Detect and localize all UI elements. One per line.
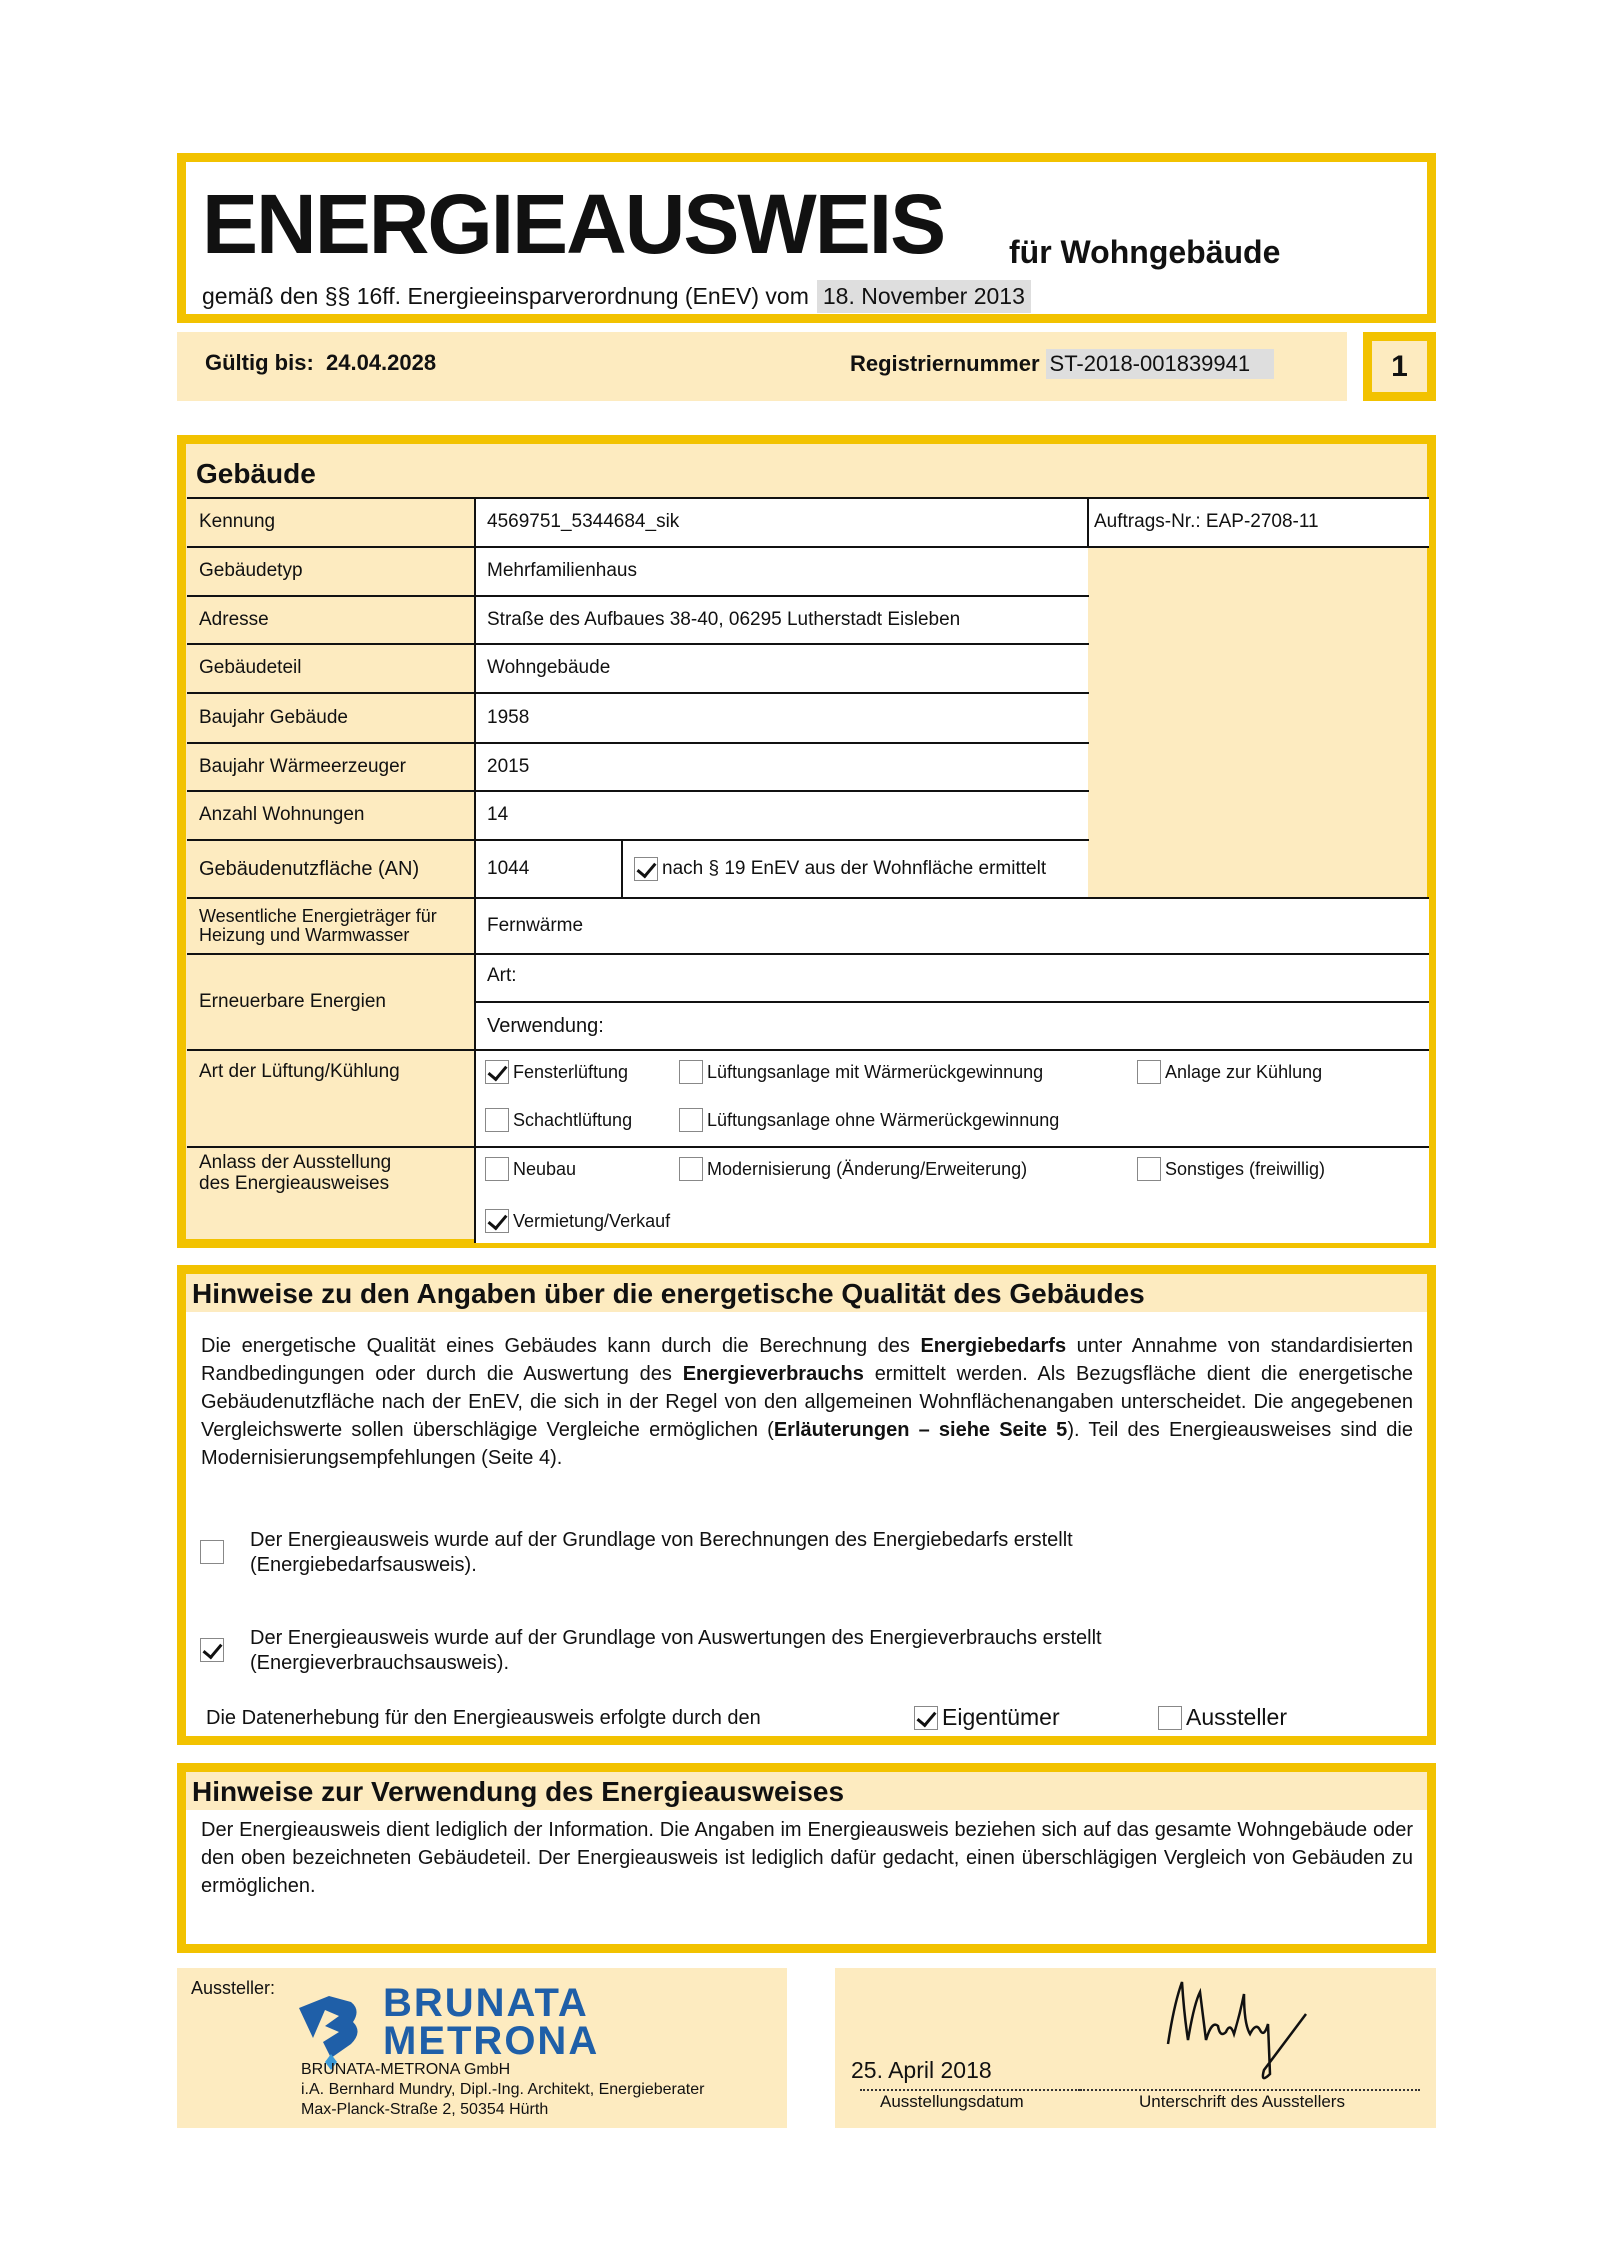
date-dotted-line <box>860 2089 1080 2091</box>
divider <box>1087 497 1089 547</box>
checkbox[interactable] <box>485 1157 509 1181</box>
value-floor-area: 1044 <box>475 840 622 898</box>
text-bold: Energieverbrauchs <box>682 1363 864 1385</box>
divider <box>187 839 1089 841</box>
option-ventilation-with-recovery[interactable] <box>679 1060 1043 1084</box>
divider <box>187 897 1429 899</box>
option-label: Schachtlüftung <box>513 1109 633 1130</box>
demand-option[interactable] <box>200 1528 1180 1578</box>
issuer-checkbox[interactable] <box>1158 1706 1182 1730</box>
order-number: Auftrags-Nr.: EAP-2708-11 <box>1088 498 1429 547</box>
option-issuer[interactable] <box>1158 1704 1287 1731</box>
text-bold: Erläuterungen – siehe Seite 5 <box>773 1419 1068 1441</box>
option-label: Modernisierung (Änderung/Erweiterung) <box>707 1158 1028 1179</box>
value-energy-carrier: Fernwärme <box>475 898 1429 954</box>
option-label: Fensterlüftung <box>513 1061 629 1082</box>
option-label: Sonstiges (freiwillig) <box>1165 1158 1326 1179</box>
label-renewables: Erneuerbare Energien <box>199 990 386 1012</box>
option-rent-sale[interactable] <box>485 1209 670 1233</box>
logo-line-2: METRONA <box>383 2019 600 2063</box>
usage-title-bar <box>186 1772 1427 1810</box>
checkbox[interactable] <box>679 1060 703 1084</box>
checkbox[interactable] <box>1137 1060 1161 1084</box>
value-heater-year: 2015 <box>475 743 1088 791</box>
text: ). Teil des Energieausweises sind die Modernisierungsempfehlungen (Seite 4). <box>201 1419 1413 1469</box>
checkbox[interactable] <box>485 1060 509 1084</box>
floor-area-method-label: nach § 19 EnEV aus der Wohnfläche ermittelt <box>662 857 1047 879</box>
divider <box>475 1001 1429 1003</box>
quality-title-bar <box>186 1274 1427 1312</box>
divider <box>187 790 1089 792</box>
logo-wordmark <box>383 1981 600 2063</box>
registration-label: Registriernummer <box>850 351 1040 376</box>
option-ventilation-without-recovery[interactable] <box>679 1108 1059 1132</box>
value-apartments: 14 <box>475 791 1088 840</box>
header-box <box>177 153 1436 323</box>
floor-area-method <box>622 840 1088 898</box>
building-title: Gebäude <box>196 458 316 489</box>
reason-options <box>475 1147 1429 1243</box>
divider <box>187 953 1429 955</box>
label-floor-area: Gebäudenutzfläche (AN) <box>199 858 420 880</box>
option-other[interactable] <box>1137 1157 1325 1181</box>
quality-section <box>177 1265 1436 1745</box>
checkbox[interactable] <box>679 1157 703 1181</box>
quality-title: Hinweise zu den Angaben über die energetische Qualität des Gebäudes <box>192 1278 1145 1309</box>
document-title: ENERGIEAUSWEIS <box>202 177 945 271</box>
checkbox[interactable] <box>1137 1157 1161 1181</box>
value-construction-year: 1958 <box>475 693 1088 743</box>
label-construction-year: Baujahr Gebäude <box>199 706 348 728</box>
renewables-type: Art: <box>475 954 1429 1002</box>
signature-box <box>835 1968 1436 2128</box>
validity-bar <box>177 332 1347 401</box>
label-ventilation: Art der Lüftung/Kühlung <box>199 1061 400 1082</box>
issuer-person: i.A. Bernhard Mundry, Dipl.-Ing. Architekt, Energieberater <box>301 2081 705 2098</box>
label-apartments: Anzahl Wohnungen <box>199 804 365 826</box>
usage-text: Der Energieausweis dient lediglich der Information. Die Angaben im Energieausweis beziehen sich auf das gesamte Wohngebäude oder den oben bezeichneten Gebäudeteil. Der Energieausweis ist lediglich dafür gedacht, einen überschlägigen Vergleich von Gebäuden zu ermöglichen. <box>201 1819 1413 1897</box>
option-label: Neubau <box>513 1158 577 1179</box>
registration-number: ST-2018-001839941 <box>1046 349 1275 379</box>
company-name: BRUNATA-METRONA GmbH <box>301 2061 511 2078</box>
usage-section <box>177 1763 1436 1953</box>
ventilation-options <box>475 1050 1429 1147</box>
option-modernisation[interactable] <box>679 1157 1027 1181</box>
registration <box>850 349 1274 379</box>
owner-checkbox[interactable] <box>914 1706 938 1730</box>
data-collection-label: Die Datenerhebung für den Energieausweis erfolgte durch den <box>206 1707 761 1729</box>
option-label: Lüftungsanlage mit Wärmerückgewinnung <box>707 1061 1044 1082</box>
issuer-box <box>177 1968 787 2128</box>
text: Die energetische Qualität eines Gebäudes kann durch die Berechnung des <box>201 1335 921 1357</box>
option-shaft-ventilation[interactable] <box>485 1108 632 1132</box>
valid-until-date: 24.04.2028 <box>326 350 437 375</box>
label-energy-carrier: Wesentliche Energieträger für Heizung und Warmwasser <box>199 906 437 945</box>
consumption-checkbox[interactable] <box>200 1638 224 1662</box>
value-address: Straße des Aufbaues 38-40, 06295 Lutherstadt Eisleben <box>475 596 1088 644</box>
demand-label: Der Energieausweis wurde auf der Grundlage von Berechnungen des Energiebedarfs erstellt (Energiebedarfsausweis). <box>250 1529 1073 1576</box>
logo-line-1: BRUNATA <box>383 1981 589 2025</box>
signature-dotted-line <box>1080 2089 1420 2091</box>
value-kennung: 4569751_5344684_sik <box>475 498 1088 547</box>
page-number-box <box>1363 332 1436 401</box>
value-building-part: Wohngebäude <box>475 644 1088 693</box>
divider <box>187 643 1089 645</box>
divider <box>187 497 1429 499</box>
demand-checkbox[interactable] <box>200 1540 224 1564</box>
divider <box>187 692 1089 694</box>
option-label: Vermietung/Verkauf <box>513 1210 671 1231</box>
document-subtitle: für Wohngebäude <box>1009 234 1281 270</box>
issuer-label: Aussteller: <box>191 1978 276 1998</box>
option-window-ventilation[interactable] <box>485 1060 628 1084</box>
label-heater-year: Baujahr Wärmeerzeuger <box>199 755 406 777</box>
signature-image <box>1160 1974 1340 2084</box>
option-cooling[interactable] <box>1137 1060 1322 1084</box>
text-bold: Energiebedarfs <box>920 1335 1067 1357</box>
divider <box>187 1049 1429 1051</box>
issuer-details <box>301 2060 704 2120</box>
divider <box>187 742 1089 744</box>
option-label: Lüftungsanlage ohne Wärmerückgewinnung <box>707 1109 1060 1130</box>
text: ermittelt werden. Als Bezugsfläche dient die energetische Gebäudenutzfläche nach der EnEV, die sich in der Regel von den allgemeinen Wohnflächenangaben unterscheidet. Die angegebenen Vergleichswerte sollen überschlägige Vergleiche ermöglichen ( <box>201 1363 1413 1441</box>
renewables-usage: Verwendung: <box>475 1002 1429 1050</box>
valid-until-label: Gültig bis: <box>205 350 314 375</box>
checkbox[interactable] <box>485 1209 509 1233</box>
consumption-label: Der Energieausweis wurde auf der Grundlage von Auswertungen des Energieverbrauchs erstellt (Energieverbrauchsausweis). <box>250 1627 1102 1674</box>
checkbox[interactable] <box>679 1108 703 1132</box>
option-label: Anlage zur Kühlung <box>1165 1061 1323 1082</box>
divider <box>187 595 1089 597</box>
label-building-part: Gebäudeteil <box>199 657 302 679</box>
option-owner[interactable] <box>914 1704 1060 1731</box>
issuer-label: Aussteller <box>1186 1704 1287 1730</box>
checkbox[interactable] <box>485 1108 509 1132</box>
option-new-building[interactable] <box>485 1157 576 1181</box>
label-address: Adresse <box>199 608 269 630</box>
floor-area-method-checkbox[interactable] <box>634 857 658 881</box>
owner-label: Eigentümer <box>942 1704 1060 1730</box>
page-number: 1 <box>1391 349 1408 383</box>
valid-until <box>205 350 436 376</box>
building-section <box>177 435 1436 1248</box>
label-issue-reason: Anlass der Ausstellung des Energieausweises <box>199 1152 392 1194</box>
label-building-type: Gebäudetyp <box>199 560 303 582</box>
issuer-address: Max-Planck-Straße 2, 50354 Hürth <box>301 2101 549 2118</box>
issue-date: 25. April 2018 <box>851 2057 992 2083</box>
signature-label: Unterschrift des Ausstellers <box>1139 2092 1345 2111</box>
divider <box>621 839 623 897</box>
divider <box>187 1146 1429 1148</box>
legal-basis-text: gemäß den §§ 16ff. Energieeinsparverordnung (EnEV) vom <box>202 283 809 309</box>
text: unter Annahme von standardisierten Randbedingungen oder durch die Auswertung des <box>201 1335 1414 1385</box>
consumption-option[interactable] <box>200 1626 1180 1676</box>
value-building-type: Mehrfamilienhaus <box>475 547 1088 596</box>
divider <box>187 546 1429 548</box>
date-label: Ausstellungsdatum <box>880 2092 1024 2111</box>
label-kennung: Kennung <box>199 511 276 533</box>
divider <box>474 497 476 1243</box>
legal-basis <box>202 280 1031 313</box>
usage-title: Hinweise zur Verwendung des Energieausweises <box>192 1776 845 1807</box>
enev-date: 18. November 2013 <box>817 280 1031 313</box>
quality-text <box>201 1332 1413 1472</box>
